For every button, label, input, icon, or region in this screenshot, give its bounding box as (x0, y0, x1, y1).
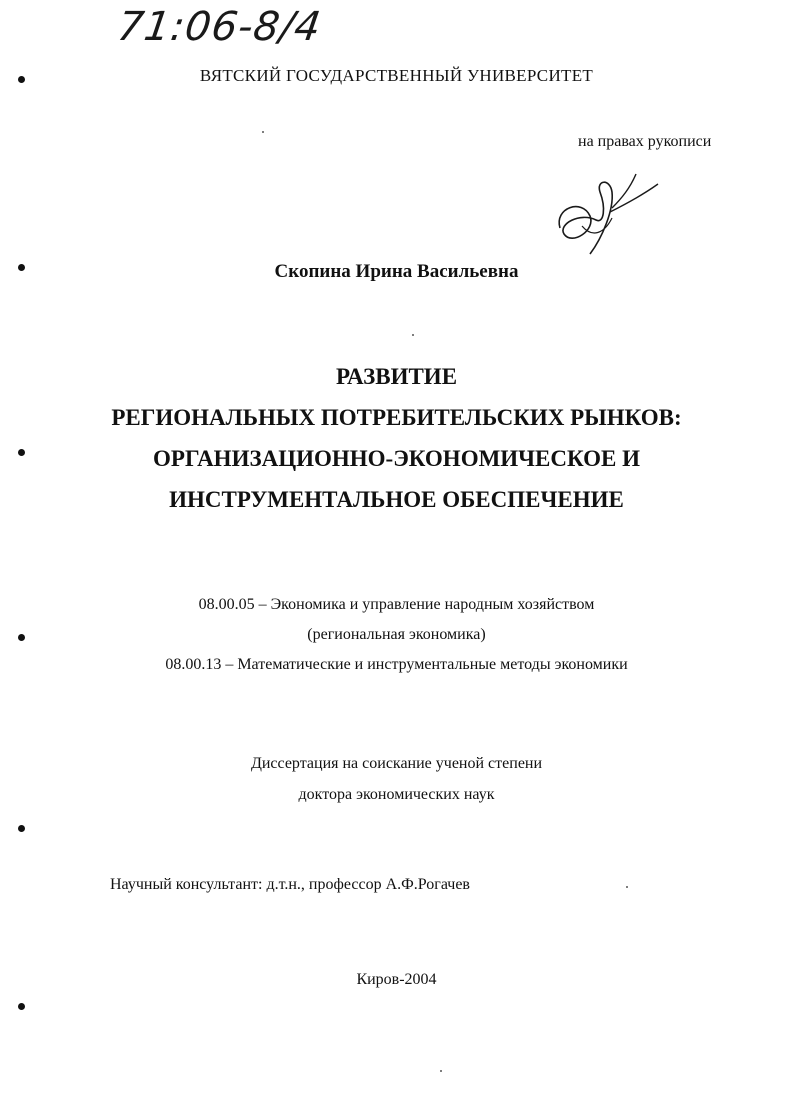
punch-hole-mark (18, 76, 25, 83)
specialty-line: (региональная экономика) (307, 626, 486, 643)
punch-hole-mark (18, 449, 25, 456)
scan-speck (262, 131, 264, 133)
specialty-line: 08.00.13 – Математические и инструментальные методы экономики (165, 656, 628, 673)
scan-speck (440, 1070, 442, 1072)
degree-line: доктора экономических наук (298, 786, 495, 803)
scan-speck (626, 886, 628, 888)
signature-mark (552, 168, 662, 260)
punch-hole-mark (18, 264, 25, 271)
university-name: ВЯТСКИЙ ГОСУДАРСТВЕННЫЙ УНИВЕРСИТЕТ (199, 66, 594, 85)
title-line: РАЗВИТИЕ (335, 364, 458, 389)
specialty-block (0, 590, 793, 680)
city-year: Киров-2004 (356, 971, 437, 988)
scan-speck (412, 334, 414, 336)
degree-block (0, 748, 793, 810)
title-line: РЕГИОНАЛЬНЫХ ПОТРЕБИТЕЛЬСКИХ РЫНКОВ: (111, 405, 682, 430)
archive-code-handwritten: 71:06-8/4 (114, 4, 325, 50)
author-name: Скопина Ирина Васильевна (274, 261, 519, 282)
specialty-line: 08.00.05 – Экономика и управление народным хозяйством (198, 596, 595, 613)
title-line: ОРГАНИЗАЦИОННО-ЭКОНОМИЧЕСКОЕ И (153, 446, 640, 471)
degree-line: Диссертация на соискание ученой степени (250, 755, 543, 772)
punch-hole-mark (18, 1003, 25, 1010)
title-line: ИНСТРУМЕНТАЛЬНОЕ ОБЕСПЕЧЕНИЕ (169, 487, 624, 512)
dissertation-title (0, 356, 793, 520)
scientific-advisor: Научный консультант: д.т.н., профессор А.Ф.Рогачев (110, 876, 470, 893)
rights-note: на правах рукописи (578, 133, 712, 150)
punch-hole-mark (18, 825, 25, 832)
punch-hole-mark (18, 634, 25, 641)
